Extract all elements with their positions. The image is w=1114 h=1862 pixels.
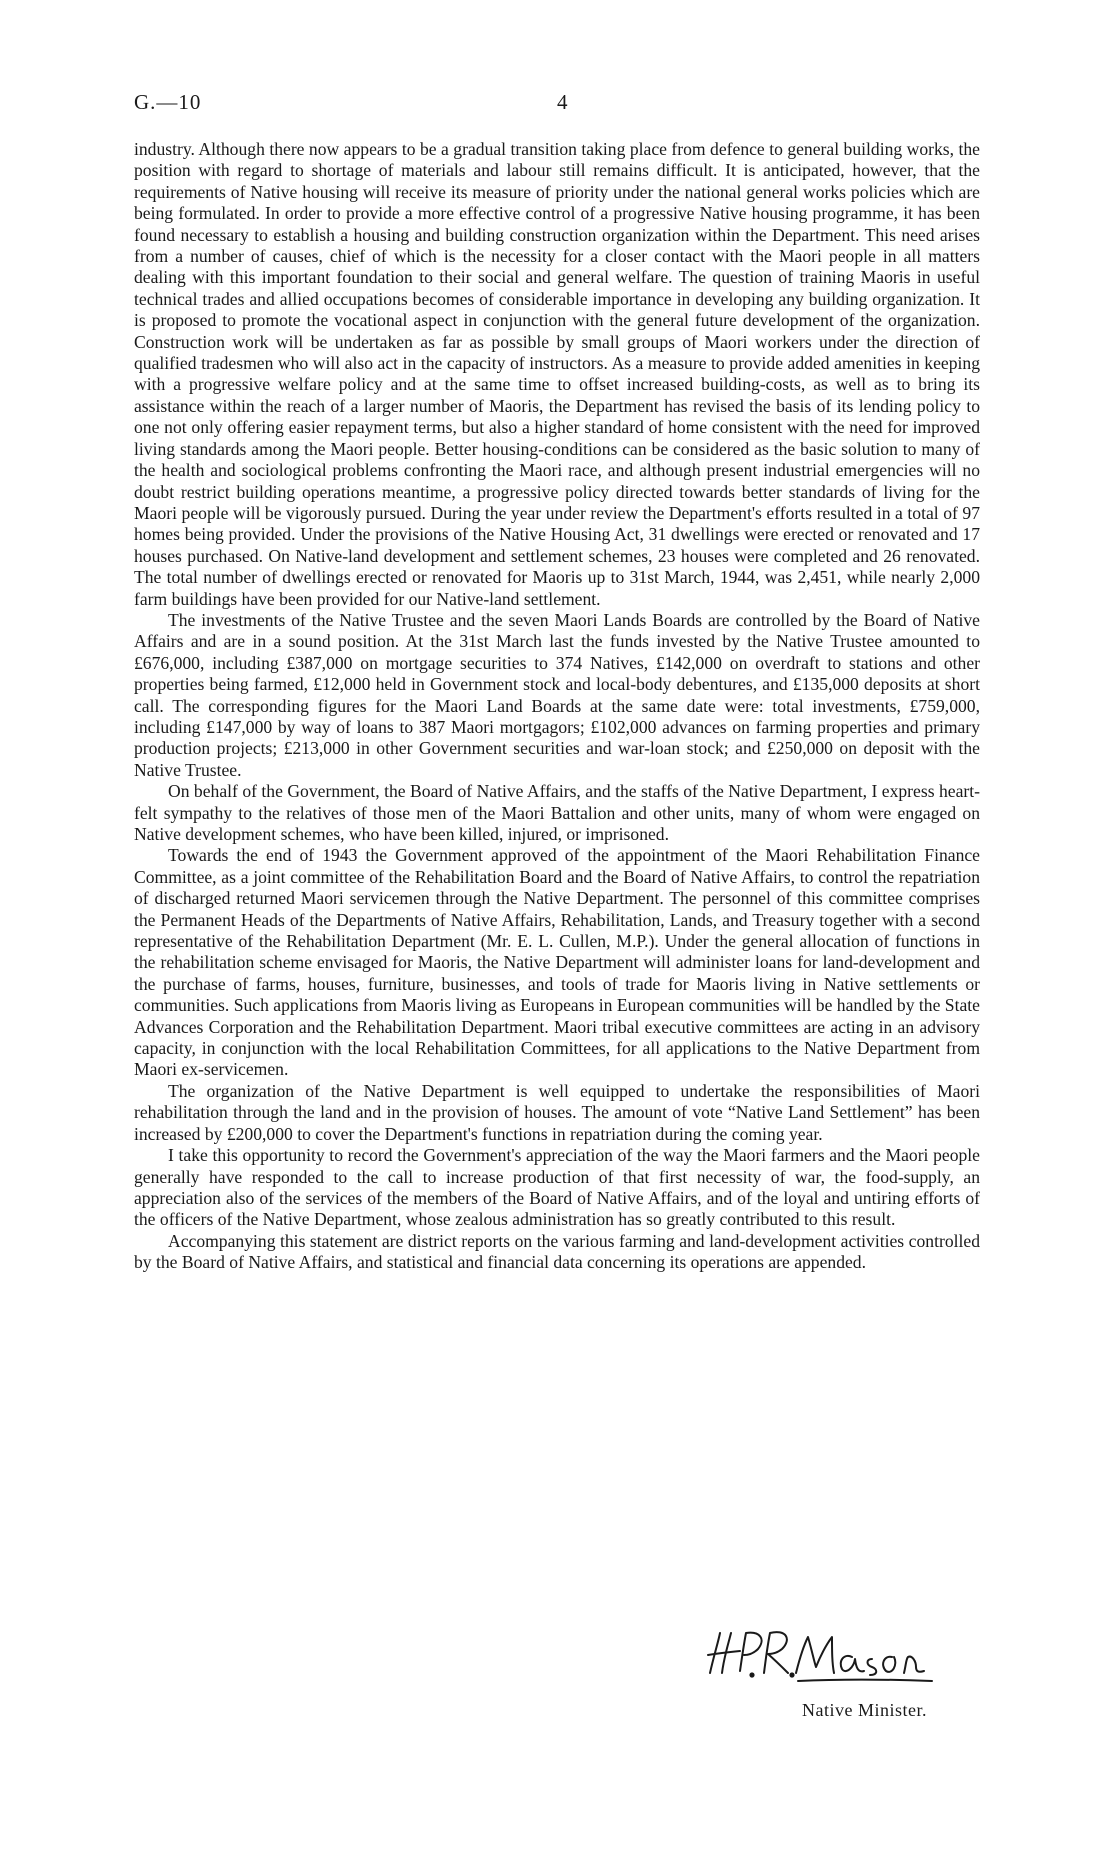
body-text: [134, 139, 980, 1274]
paragraph-organization: The organization of the Native Department is well equipped to undertake the responsibilities of Maori rehabilitation through the land and in the provision of houses. The amount of vote “Native Land Settlement” has been increased by £200,000 to cover the Department's functions in repatriation during the coming year.: [134, 1080, 980, 1144]
signature-image: [700, 1621, 940, 1693]
handwritten-signature: [700, 1621, 940, 1693]
paragraph-appreciation: I take this opportunity to record the Government's appreciation of the way the Maori farmers and the Maori people generally have responded to the call to increase production of that first necessity of war, the food-supply, an appreciation also of the services of the members of the Board of Native Affairs, and of the loyal and untiring efforts of the officers of the Native Department, whose zealous administration has so greatly contributed to this result.: [134, 1145, 980, 1230]
paragraph-housing: industry. Although there now appears to be a gradual transition taking place from defence to general building works, the position with regard to shortage of materials and labour still remains difficult. It is anticipated, however, that the requirements of Native housing will receive its measure of priority under the national general works policies which are being formulated. In order to provide a more effective control of a progressive Native housing programme, it has been found necessary to establish a housing and building construction organization within the Department. This need arises from a number of causes, chief of which is the necessity for a closer contact with the Maori people in all matters dealing with this important foundation to their social and general welfare. The question of training Maoris in useful technical trades and allied occupations becomes of considerable importance in developing any building organization. It is proposed to promote the vocational aspect in conjunction with the general future development of the organization. Construction work will be undertaken as far as possible by small groups of Maori workers under the direction of qualified tradesmen who will also act in the capacity of instructors. As a measure to provide added amenities in keeping with a progressive welfare policy and at the same time to offset increased building-costs, as well as to bring its assistance within the reach of a larger number of Maoris, the Department has revised the basis of its lending policy to one not only offering easier repayment terms, but also a higher standard of home consistent with the need for improved living standards among the Maori people. Better housing-conditions can be considered as the basic solution to many of the health and sociological problems confronting the Maori race, and although present industrial emergencies will no doubt restrict building operations meantime, a progressive policy directed towards better standards of living for the Maori people will be vigorously pursued. During the year under review the Department's efforts resulted in a total of 97 homes being provided. Under the provisions of the Native Housing Act, 31 dwellings were erected or renovated and 17 houses purchased. On Native-land development and settlement schemes, 23 houses were completed and 26 renovated. The total number of dwellings erected or renovated for Maoris up to 31st March, 1944, was 2,451, while nearly 2,000 farm buildings have been provided for our Native-land settlement.: [134, 139, 980, 609]
paragraph-accompanying-reports: Accompanying this statement are district reports on the various farming and land-development activities controlled by the Board of Native Affairs, and statistical and financial data concerning its operations are appended.: [134, 1230, 980, 1273]
page-number: 4: [557, 90, 568, 114]
paragraph-rehabilitation-committee: Towards the end of 1943 the Government approved of the appointment of the Maori Rehabilitation Finance Committee, as a joint committee of the Rehabilitation Board and the Board of Native Affairs, to control the repatriation of discharged returned Maori servicemen through the Native Department. The personnel of this committee comprises the Permanent Heads of the Departments of Native Affairs, Rehabilitation, Lands, and Treasury together with a second representative of the Rehabilitation Department (Mr. E. L. Cullen, M.P.). Under the general allocation of functions in the rehabilitation scheme envisaged for Maoris, the Native Department will administer loans for land-development and the purchase of farms, houses, furniture, businesses, and tools of trade for Maoris living in Native settlements or communities. Such applications from Maoris living as Europeans in European communities will be handled by the State Advances Corporation and the Rehabilitation Department. Maori tribal executive committees are acting in an advisory capacity, in conjunction with the local Rehabilitation Committees, for all applications to the Native Department from Maori ex-servicemen.: [134, 845, 980, 1080]
paragraph-investments: The investments of the Native Trustee and the seven Maori Lands Boards are controlled by the Board of Native Affairs and are in a sound position. At the 31st March last the funds invested by the Native Trustee amounted to £676,000, including £387,000 on mortgage securities to 374 Natives, £142,000 on overdraft to stations and other properties being farmed, £12,000 held in Government stock and local-body debentures, and £135,000 deposits at short call. The corresponding figures for the Maori Land Boards at the same date were: total investments, £759,000, including £147,000 by way of loans to 387 Maori mortgagors; £102,000 advances on farming properties and primary production projects; £213,000 in other Government securities and war-loan stock; and £250,000 on deposit with the Native Trustee.: [134, 609, 980, 780]
parliamentary-paper-reference: G.—10: [134, 90, 202, 114]
page-header: [134, 90, 980, 120]
signatory-title: Native Minister.: [802, 1700, 927, 1720]
paragraph-sympathy: On behalf of the Government, the Board of Native Affairs, and the staffs of the Native Department, I express heart-felt sympathy to the relatives of those men of the Maori Battalion and other units, many of whom were engaged on Native development schemes, who have been killed, injured, or imprisoned.: [134, 781, 980, 844]
